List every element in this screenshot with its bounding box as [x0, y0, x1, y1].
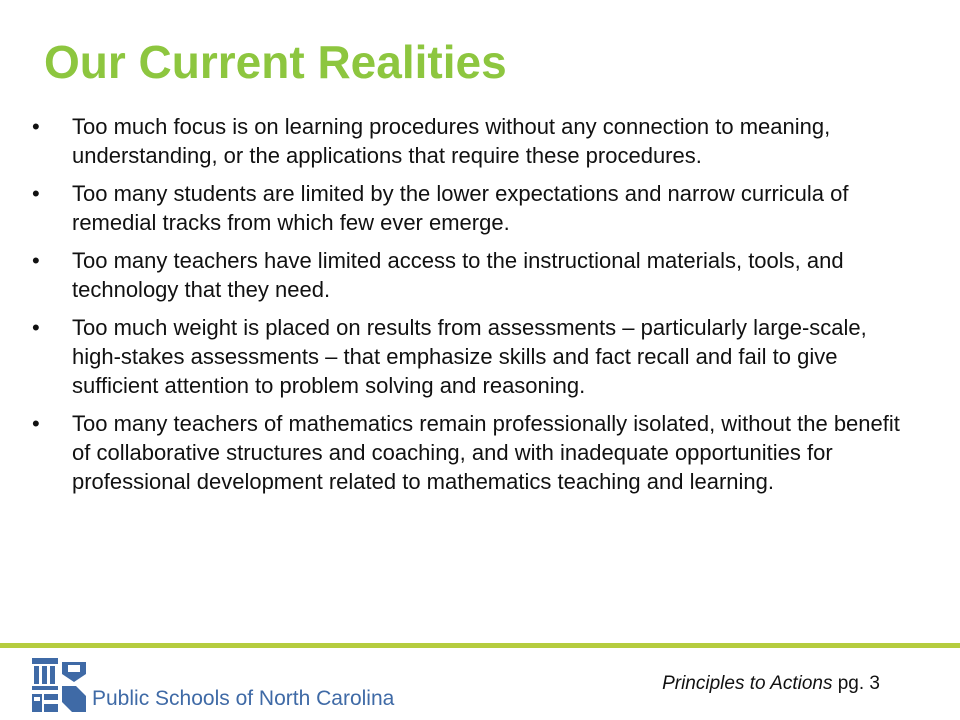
bullet-item — [28, 179, 908, 237]
slide-title: Our Current Realities — [44, 36, 507, 88]
bullet-marker: • — [32, 248, 40, 273]
bullet-marker: • — [32, 315, 40, 340]
bullet-marker: • — [32, 114, 40, 139]
bullet-item — [28, 409, 908, 496]
bullet-marker: • — [32, 181, 40, 206]
bullet-item — [28, 313, 908, 400]
bullet-item — [28, 246, 908, 304]
organization-name: Public Schools of North Carolina — [92, 687, 395, 710]
bullet-item — [28, 112, 908, 170]
citation-work: Principles to Actions — [662, 673, 833, 694]
bullet-text: Too many students are limited by the lower expectations and narrow curricula of remedial tracks from which few ever emerge. — [72, 181, 849, 235]
citation — [662, 672, 880, 696]
dpi-state-seal-icon — [30, 656, 90, 716]
bullet-list — [28, 112, 908, 505]
bullet-text: Too many teachers of mathematics remain professionally isolated, without the benefit of collaborative structures and coaching, and with inadequate opportunities for professional development related to mathematics teaching and learning. — [72, 411, 900, 494]
footer-rule — [0, 643, 960, 648]
bullet-marker: • — [32, 411, 40, 436]
bullet-text: Too much focus is on learning procedures without any connection to meaning, understanding, or the applications that require these procedures. — [72, 114, 831, 168]
bullet-text: Too many teachers have limited access to the instructional materials, tools, and technology that they need. — [72, 248, 844, 302]
bullet-text: Too much weight is placed on results from assessments – particularly large-scale, high-stakes assessments – that emphasize skills and fact recall and fail to give sufficient attention to problem solving and reasoning. — [72, 315, 867, 398]
citation-page: pg. 3 — [837, 673, 880, 694]
